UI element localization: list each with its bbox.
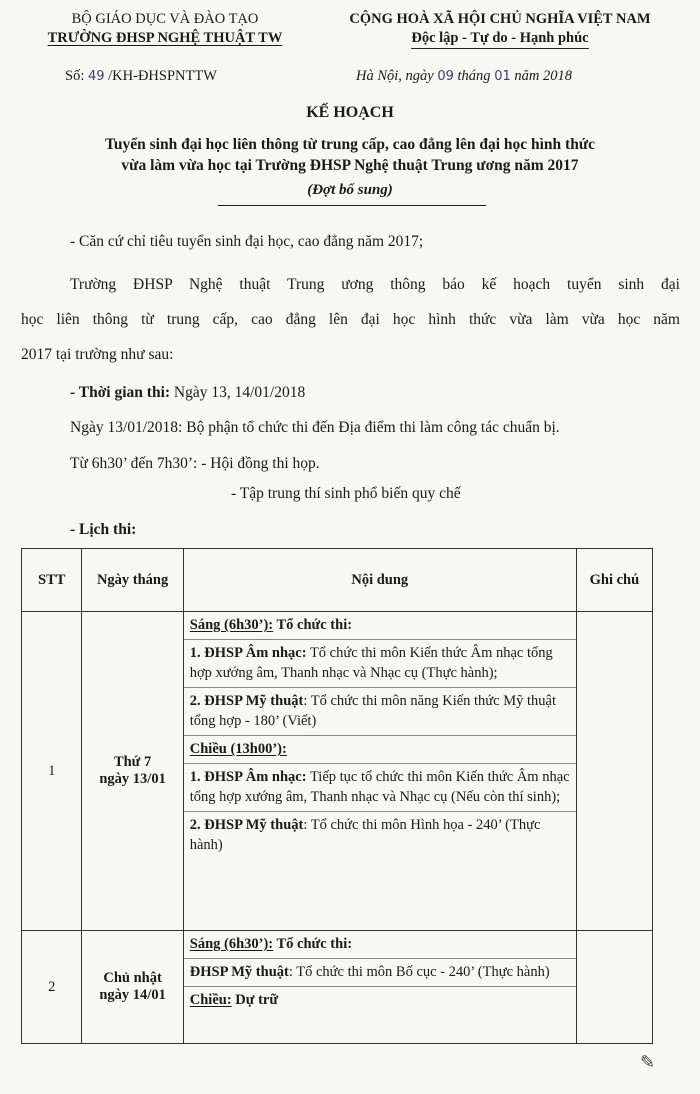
table-row [22, 931, 653, 1044]
intro-line-2: học liên thông từ trung cấp, cao đẳng lên đại học hình thức vừa làm vừa học năm [21, 311, 680, 328]
exam-time-label: - Thời gian thi: [70, 384, 171, 401]
header-date: Ngày tháng [82, 549, 183, 612]
art-exam-composition: ĐHSP Mỹ thuật: Tổ chức thi môn Bố cục - 240’ (Thực hành) [184, 958, 576, 986]
document-number: Số: 49 /KH-ĐHSPNTTW [65, 68, 217, 84]
music-exam-morning: 1. ĐHSP Âm nhạc: Tổ chức thi môn Kiến thức Âm nhạc tổng hợp xướng âm, Thanh nhạc và Nhạc cụ (Thực hành); [184, 639, 576, 687]
prep-line: Ngày 13/01/2018: Bộ phận tổ chức thi đến Địa điểm thi làm công tác chuẩn bị. [70, 419, 560, 436]
exam-time [70, 383, 305, 403]
ministry-name: BỘ GIÁO DỤC VÀ ĐÀO TẠO [71, 11, 259, 27]
schedule-label: - Lịch thi: [70, 521, 137, 538]
school-name: TRƯỜNG ĐHSP NGHỆ THUẬT TW [47, 30, 283, 46]
row-date: Chủ nhật ngày 14/01 [82, 931, 183, 1044]
document-date: Hà Nội, ngày 09 tháng 01 năm 2018 [356, 68, 572, 84]
music-exam-afternoon: 1. ĐHSP Âm nhạc: Tiếp tục tổ chức thi môn Kiến thức Âm nhạc tổng hợp xướng âm, Thanh nhạc và Nhạc cụ (Nếu còn thí sinh); [184, 763, 576, 811]
intro-line-1: Trường ĐHSP Nghệ thuật Trung ương thông báo kế hoạch tuyển sinh đại [70, 276, 680, 293]
row-note [576, 931, 652, 1044]
row-note [576, 612, 652, 931]
table-row [22, 612, 653, 931]
briefing-line: - Tập trung thí sinh phổ biến quy chế [231, 485, 461, 502]
title-divider [218, 205, 486, 206]
morning-session: Sáng (6h30’): Tổ chức thi: [189, 936, 353, 952]
meeting-line: Từ 6h30’ đến 7h30’: - Hội đồng thi họp. [70, 455, 320, 472]
afternoon-session: Chiều: Dự trữ [184, 986, 576, 1014]
exam-schedule-table [21, 548, 653, 1044]
round-label: (Đợt bổ sung) [307, 182, 393, 198]
row-stt: 2 [22, 931, 82, 1044]
handwritten-day: 09 [437, 69, 454, 84]
document-subtitle: Tuyển sinh đại học liên thông từ trung cấp, cao đẳng lên đại học hình thức vừa làm vừa học tại Trường ĐHSP Nghệ thuật Trung ương năm 2017 [104, 136, 596, 174]
row-content [183, 931, 576, 1044]
intro-line-3: 2017 tại trường như sau: [21, 346, 174, 363]
table-header-row [22, 549, 653, 612]
header-stt: STT [22, 549, 82, 612]
art-exam-afternoon: 2. ĐHSP Mỹ thuật: Tổ chức thi môn Hình họa - 240’ (Thực hành) [184, 811, 576, 859]
national-motto: Độc lập - Tự do - Hạnh phúc [411, 30, 588, 49]
handwritten-month: 01 [494, 69, 511, 84]
handwritten-number: 49 [87, 69, 105, 84]
basis-line: - Căn cứ chỉ tiêu tuyển sinh đại học, cao đẳng năm 2017; [70, 233, 424, 250]
art-exam-morning: 2. ĐHSP Mỹ thuật: Tổ chức thi môn năng Kiến thức Mỹ thuật tổng hợp - 180’ (Viết) [184, 687, 576, 735]
document-title: KẾ HOẠCH [306, 104, 394, 121]
header-note: Ghi chú [576, 549, 652, 612]
afternoon-session: Chiều (13h00’): [184, 735, 576, 763]
row-date: Thứ 7 ngày 13/01 [82, 612, 183, 931]
row-content [183, 612, 576, 931]
exam-time-value: Ngày 13, 14/01/2018 [170, 384, 306, 401]
national-header [300, 10, 700, 48]
header-content: Nội dung [183, 549, 576, 612]
issuer-block [20, 10, 310, 48]
row-stt: 1 [22, 612, 82, 931]
morning-session: Sáng (6h30’): Tổ chức thi: [189, 617, 353, 633]
country-name: CỘNG HOÀ XÃ HỘI CHỦ NGHĨA VIỆT NAM [349, 11, 651, 27]
handwritten-mark-icon: ✎ [640, 1052, 656, 1072]
